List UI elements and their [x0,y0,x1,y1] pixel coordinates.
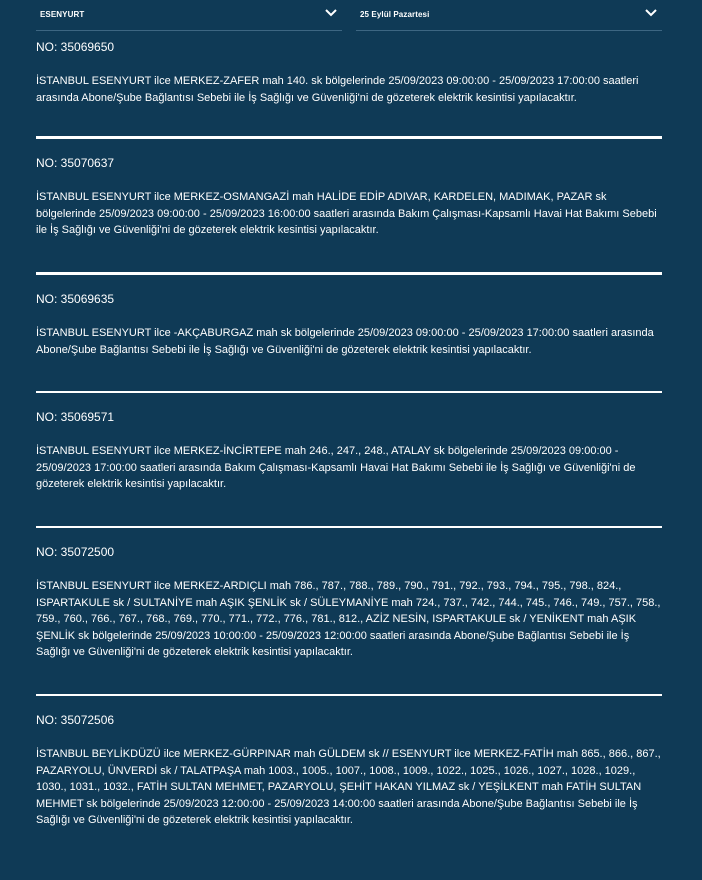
notice-description: İSTANBUL ESENYURT ilce MERKEZ-İNCİRTEPE mah 246., 247., 248., ATALAY sk bölgelerinde 25/09/2023 09:00:00 - 25/09/2023 17:00:00 saatleri arasında Bakım Çalışması-Kapsamlı Havai Hat Bakımı Sebebi ile İş Sağlığı ve Güvenliği'ni de gözeterek elektrik kesintisi yapılacaktır. [36,445,636,490]
outage-notice [36,528,662,694]
notice-description: İSTANBUL ESENYURT ilce MERKEZ-OSMANGAZİ mah HALİDE EDİP ADIVAR, KARDELEN, MADIMAK, PAZAR sk bölgelerinde 25/09/2023 09:00:00 - 25/09/2023 16:00:00 saatleri arasında Bakım Çalışması-Kapsamlı Havai Hat Bakımı Sebebi ile İş Sağlığı ve Güvenliği'ni de gözeterek elektrik kesintisi yapılacaktır. [36,191,657,236]
notice-description: İSTANBUL ESENYURT ilce MERKEZ-ZAFER mah 140. sk bölgelerinde 25/09/2023 09:00:00 - 25/09/2023 17:00:00 saatleri arasında Abone/Şube Bağlantısı Sebebi ile İş Sağlığı ve Güvenliği'ni de gözeterek elektrik kesintisi yapılacaktır. [36,75,639,104]
notice-number: NO: 35072500 [36,545,115,559]
outage-notice [36,139,662,272]
notice-number: NO: 35069650 [36,40,115,54]
chevron-down-icon [644,8,658,18]
filter-bar [0,0,702,34]
outage-notice [36,275,662,391]
notice-description: İSTANBUL ESENYURT ilce MERKEZ-ARDIÇLI mah 786., 787., 788., 789., 790., 791., 792., 793., 794., 795., 798., 824., ISPARTAKULE sk / SULTANİYE mah AŞIK ŞENLİK sk / SÜLEYMANİYE mah 724., 737., 742., 744., 745., 746., 749., 757., 758., 759., 760., 766., 767., 768., 769., 770., 771., 772., 776., 781., 812., AZİZ NESİN, ISPARTAKULE sk / YENİKENT mah AŞIK ŞENLİK sk bölgelerinde 25/09/2023 10:00:00 - 25/09/2023 12:00:00 saatleri arasında Abone/Şube Bağlantısı Sebebi ile İş Sağlığı ve Güvenliği'ni de gözeterek elektrik kesintisi yapılacaktır. [36,580,661,658]
district-select[interactable] [36,0,342,31]
notice-number: NO: 35069635 [36,292,115,306]
district-select-value: ESENYURT [40,10,85,19]
notice-number: NO: 35070637 [36,156,115,170]
outage-notice [36,696,662,846]
outage-list [36,36,662,846]
notice-description: İSTANBUL ESENYURT ilce -AKÇABURGAZ mah sk bölgelerinde 25/09/2023 09:00:00 - 25/09/2023 17:00:00 saatleri arasında Abone/Şube Bağlantısı Sebebi ile İş Sağlığı ve Güvenliği'ni de gözeterek elektrik kesintisi yapılacaktır. [36,327,654,356]
outage-notice [36,393,662,526]
notice-number: NO: 35069571 [36,410,115,424]
outage-notice [36,36,662,136]
notice-number: NO: 35072506 [36,713,115,727]
chevron-down-icon [324,8,338,18]
notice-description: İSTANBUL BEYLİKDÜZÜ ilce MERKEZ-GÜRPINAR mah GÜLDEM sk // ESENYURT ilce MERKEZ-FATİH mah 865., 866., 867., PAZARYOLU, ÜNVERDİ sk / TALATPAŞA mah 1003., 1005., 1007., 1008., 1009., 1022., 1025., 1026., 1027., 1028., 1029., 1030., 1031., 1032., FATİH SULTAN MEHMET, PAZARYOLU, ŞEHİT HAKAN YILMAZ sk / YEŞİLKENT mah FATİH SULTAN MEHMET sk bölgelerinde 25/09/2023 12:00:00 - 25/09/2023 14:00:00 saatleri arasında Abone/Şube Bağlantısı Sebebi ile İş Sağlığı ve Güvenliği'ni de gözeterek elektrik kesintisi yapılacaktır. [36,748,661,826]
date-select-value: 25 Eylül Pazartesi [360,10,430,19]
date-select[interactable] [356,0,662,31]
